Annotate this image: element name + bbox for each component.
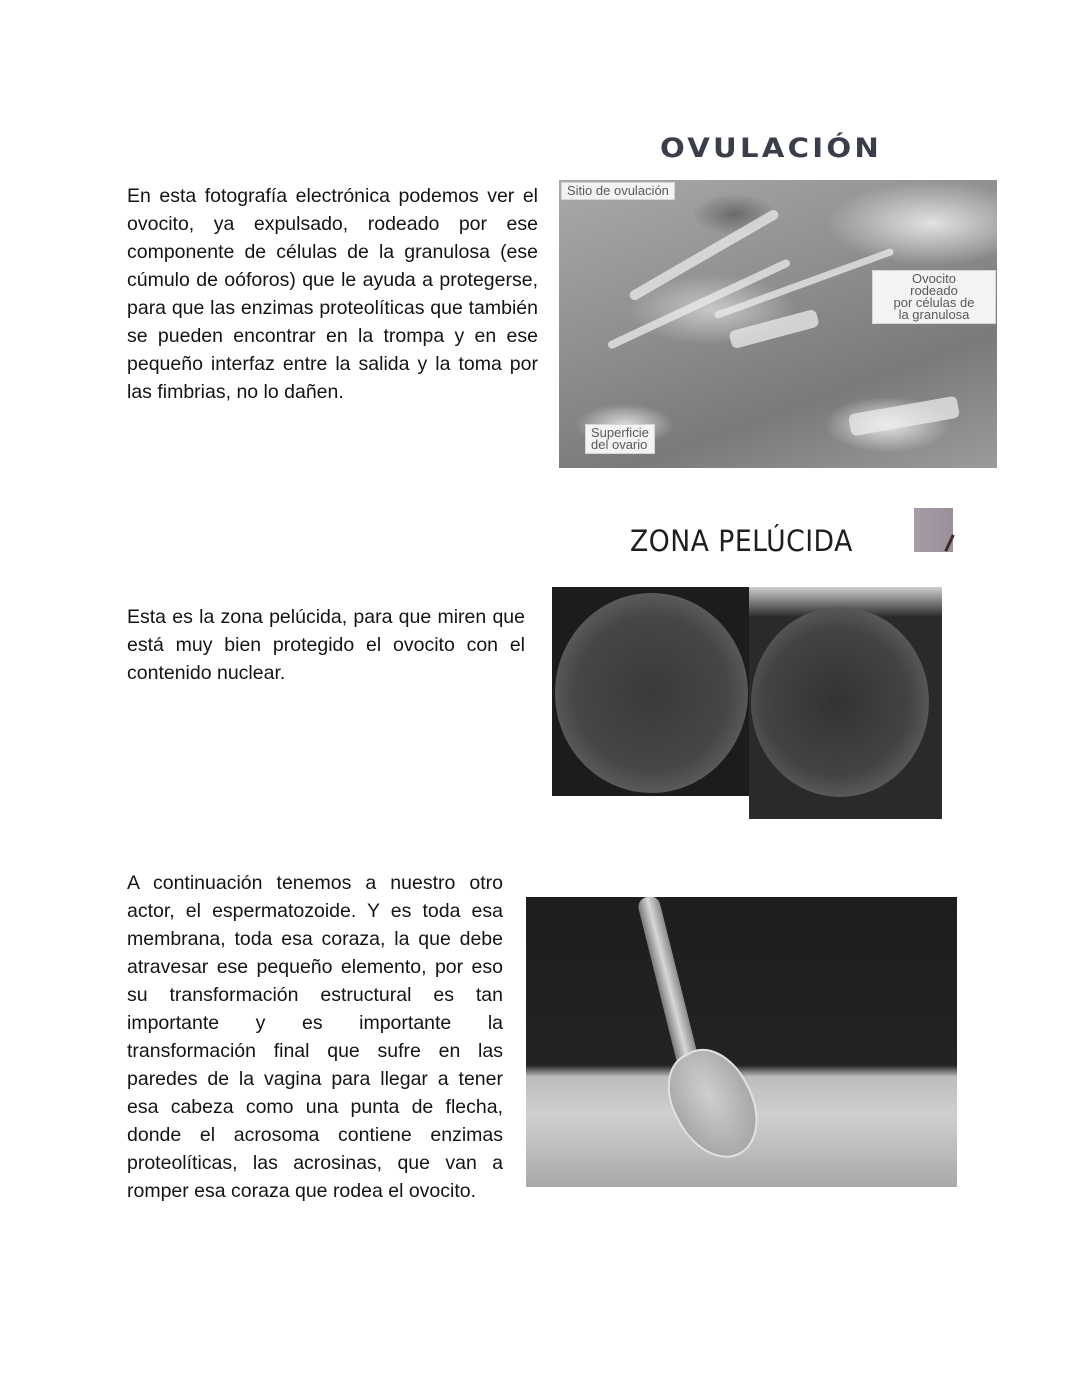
oocyte-micrograph-right [749, 587, 942, 819]
tissue-strand [728, 309, 820, 350]
ovulation-micrograph [559, 180, 997, 468]
oocyte-sphere [751, 607, 929, 797]
sperm-tail [636, 897, 701, 1074]
label-line: Ovocito [911, 271, 957, 286]
label-line: la granulosa [898, 307, 970, 322]
zona-pelucida-paragraph: Esta es la zona pelúcida, para que miren que está muy bien protegido el ovocito con el contenido nuclear. [127, 606, 525, 684]
slide-thumbnail [914, 508, 953, 552]
ovulacion-heading: OVULACIÓN [660, 133, 883, 164]
sperm-micrograph [526, 897, 957, 1187]
ovulacion-paragraph: En esta fotografía electrónica podemos ver el ovocito, ya expulsado, rodeado por ese componente de células de la granulosa (ese cúmulo de oóforos) que le ayuda a protegerse, para que las enzimas proteolíticas que también se pueden encontrar en la trompa y en ese pequeño interfaz entre la salida y la toma por las fimbrias, no lo dañen. [127, 185, 538, 403]
sperm-head [652, 1035, 775, 1173]
label-line: Superficie [591, 425, 649, 440]
label-line: del ovario [591, 437, 648, 452]
label-superficie-ovario [585, 424, 655, 454]
label-ovocito-granulosa [872, 270, 996, 324]
oocyte-sphere [555, 593, 748, 793]
oocyte-micrograph-left [552, 587, 749, 796]
tissue-strand [628, 208, 780, 302]
label-line: por células de [893, 295, 975, 310]
label-sitio-ovulacion: Sitio de ovulación [561, 182, 675, 200]
espermatozoide-paragraph: A continuación tenemos a nuestro otro actor, el espermatozoide. Y es toda esa membrana, toda esa coraza, la que debe atravesar ese pequeño elemento, por eso su transformación estructural es tan importante y es importante la transformación final que sufre en las paredes de la vagina para llegar a tener esa cabeza como una punta de flecha, donde el acrosoma contiene enzimas proteolíticas, las acrosinas, que van a romper esa coraza que rodea el ovocito. [127, 872, 503, 1202]
tissue-strand [848, 396, 960, 437]
label-line: rodeado [910, 283, 958, 298]
zona-pelucida-heading: ZONA PELÚCIDA [630, 524, 853, 558]
